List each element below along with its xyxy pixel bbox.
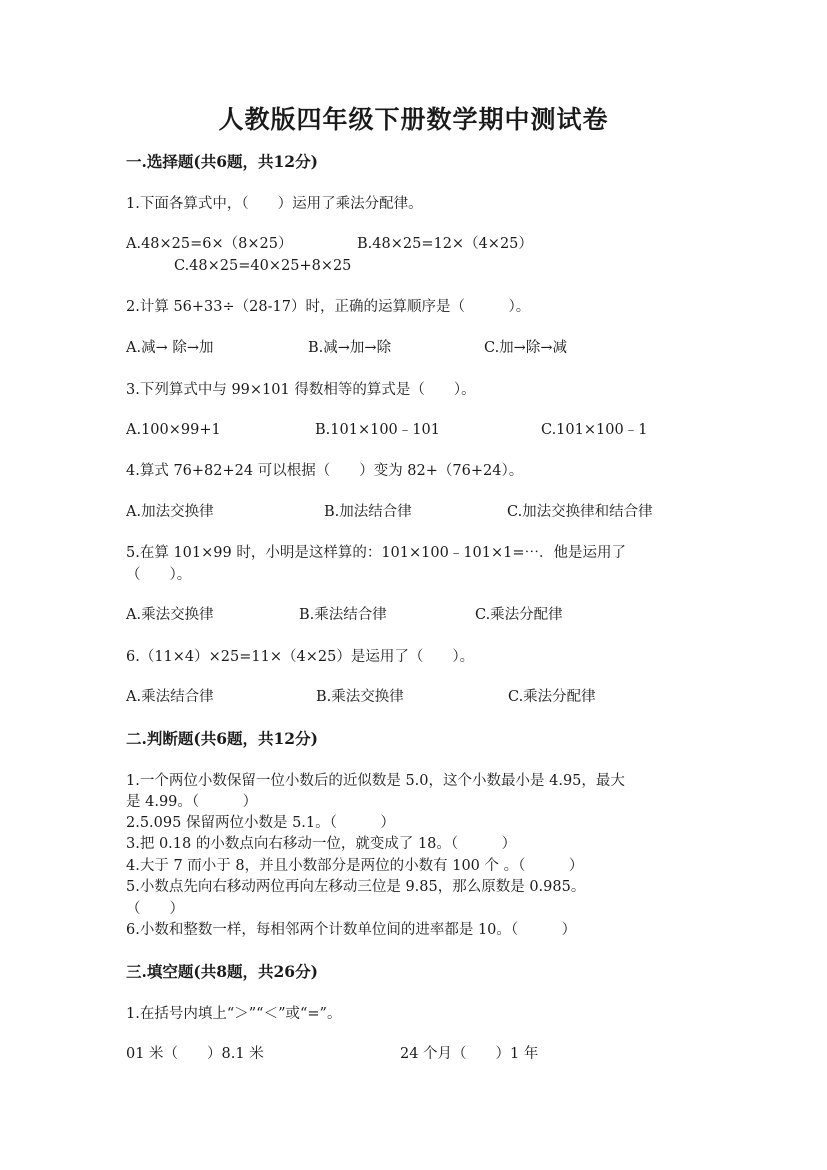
option-a: A.100×99+1 [126,422,221,438]
option-b: B.乘法结合律 [299,607,387,623]
judge-item: 5.小数点先向右移动两位再向左移动三位是 9.85，那么原数是 0.985。 [126,879,586,895]
judge-item-cont: 是 4.99。（ ） [126,794,258,810]
judge-item: 4.大于 7 而小于 8，并且小数部分是两位的小数有 100 个 。（ ） [126,858,584,874]
option-a: A.加法交换律 [126,504,214,520]
option-b: B.加法结合律 [324,504,412,520]
option-c: C.乘法分配律 [508,689,596,705]
option-c: C.乘法分配律 [475,607,563,623]
option-a: A.乘法结合律 [126,689,214,705]
judge-item: 2.5.095 保留两位小数是 5.1。（ ） [126,815,395,831]
option-c: C.加→除→减 [484,340,567,356]
page-title: 人教版四年级下册数学期中测试卷 [218,105,609,134]
option-b: B.乘法交换律 [316,689,404,705]
question-stem: 2.计算 56+33÷（28-17）时，正确的运算顺序是（ ）。 [126,299,531,315]
option-a: A.乘法交换律 [126,607,214,623]
section-heading-choice: 一.选择题(共6题，共12分) [126,152,318,171]
judge-item: 3.把 0.18 的小数点向右移动一位，就变成了 18。（ ） [126,836,517,852]
option-c: C.48×25=40×25+8×25 [174,258,352,274]
question-stem-cont: （ ）。 [126,567,192,583]
fill-item: 01 米（ ）8.1 米 [126,1046,264,1062]
section-heading-judge: 二.判断题(共6题，共12分) [126,729,318,748]
option-c: C.加法交换律和结合律 [507,504,653,520]
question-stem: 5.在算 101×99 时，小明是这样算的：101×100﹣101×1=⋯．他是运用了 [126,545,627,561]
judge-item-cont: （ ） [126,901,184,917]
option-b: B.101×100﹣101 [315,422,440,438]
question-stem: 6.（11×4）×25=11×（4×25）是运用了（ ）。 [126,649,475,665]
option-a: A.48×25=6×（8×25） [126,236,293,252]
judge-item: 6.小数和整数一样，每相邻两个计数单位间的进率都是 10。（ ） [126,922,577,938]
option-c: C.101×100﹣1 [541,422,648,438]
judge-item: 1.一个两位小数保留一位小数后的近似数是 5.0，这个小数最小是 4.95，最大 [126,773,625,789]
fill-question: 1.在括号内填上“＞”“＜”或“=”。 [126,1006,342,1022]
question-stem: 1.下面各算式中，（ ）运用了乘法分配律。 [126,196,423,212]
option-a: A.减→ 除→加 [126,340,214,356]
fill-item: 24 个月（ ）1 年 [400,1046,539,1062]
question-stem: 3.下列算式中与 99×101 得数相等的算式是（ ）。 [126,382,476,398]
question-stem: 4.算式 76+82+24 可以根据（ ）变为 82+（76+24）。 [126,463,524,479]
section-heading-fill: 三.填空题(共8题，共26分) [126,962,318,981]
option-b: B.减→加→除 [308,340,392,356]
option-b: B.48×25=12×（4×25） [357,236,533,252]
